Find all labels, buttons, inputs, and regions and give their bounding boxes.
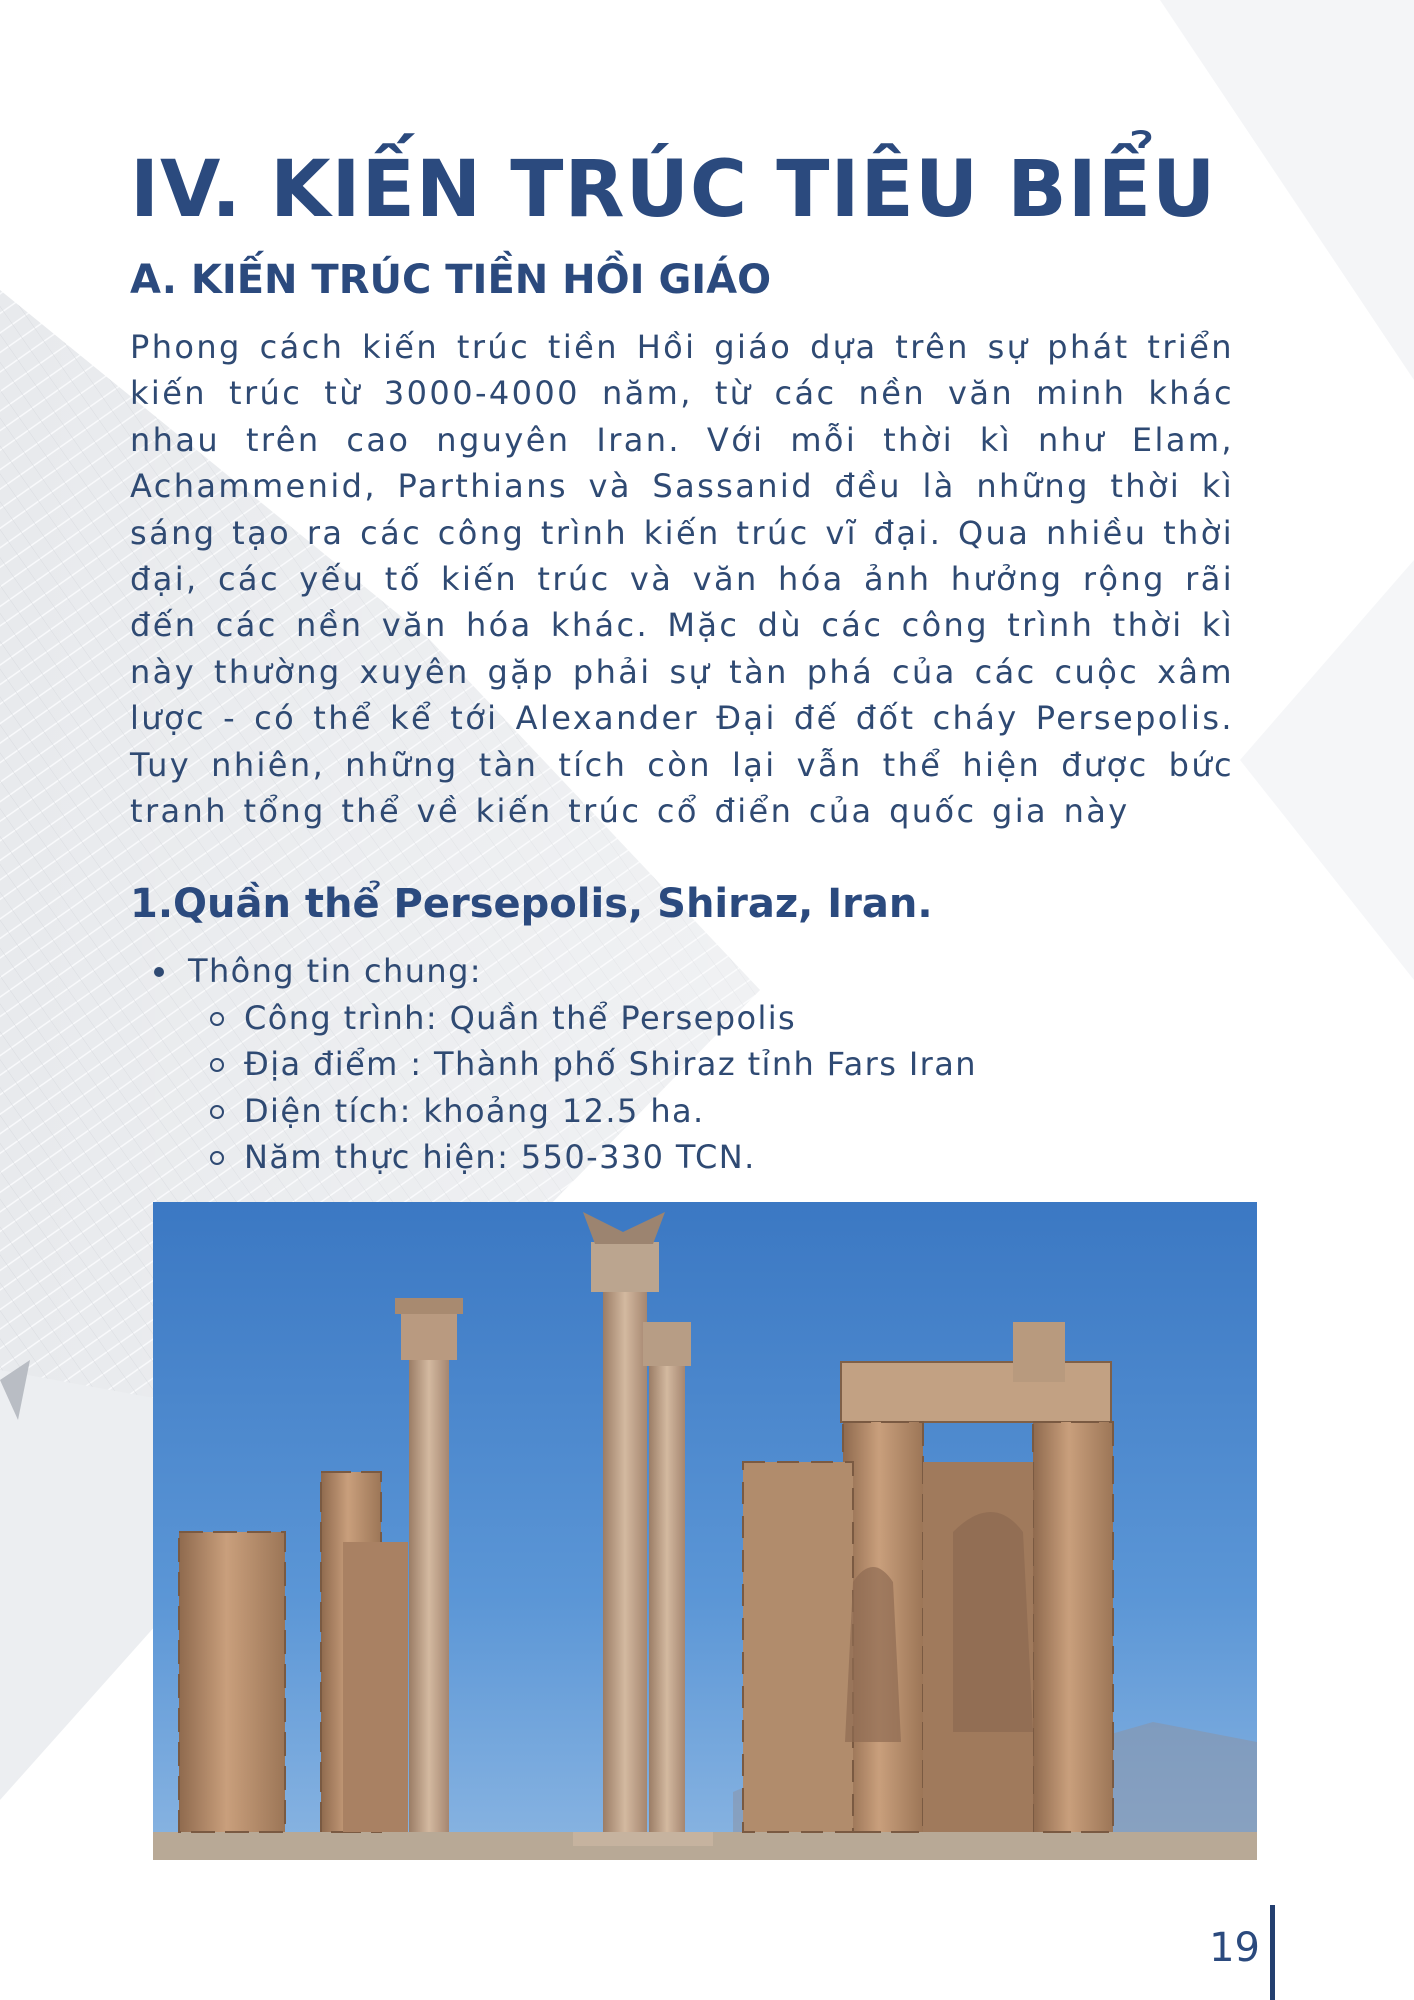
persepolis-heading: 1.Quần thể Persepolis, Shiraz, Iran.	[130, 881, 933, 927]
page-number: 19	[1209, 1925, 1260, 1971]
page-number-bar	[1270, 1905, 1275, 2000]
general-info-list	[130, 948, 977, 1181]
info-item-year: Năm thực hiện: 550-330 TCN.	[130, 1134, 977, 1181]
section-subtitle: A. KIẾN TRÚC TIỀN HỒI GIÁO	[130, 257, 772, 303]
info-heading: Thông tin chung:	[130, 948, 977, 995]
info-item-area: Diện tích: khoảng 12.5 ha.	[130, 1088, 977, 1135]
info-item-location: Địa điểm : Thành phố Shiraz tỉnh Fars Iran	[130, 1041, 977, 1088]
info-item-building: Công trình: Quần thể Persepolis	[130, 995, 977, 1042]
intro-paragraph: Phong cách kiến trúc tiền Hồi giáo dựa trên sự phát triển kiến trúc từ 3000-4000 năm, từ các nền văn minh khác nhau trên cao nguyên Iran. Với mỗi thời kì như Elam, Achammenid, Parthians và Sassanid đều là những thời kì sáng tạo ra các công trình kiến trúc vĩ đại. Qua nhiều thời đại, các yếu tố kiến trúc và văn hóa ảnh hưởng rộng rãi đến các nền văn hóa khác. Mặc dù các công trình thời kì này thường xuyên gặp phải sự tàn phá của các cuộc xâm lược - có thể kể tới Alexander Đại đế đốt cháy Persepolis. Tuy nhiên, những tàn tích còn lại vẫn thể hiện được bức tranh tổng thể về kiến trúc cổ điển của quốc gia này	[130, 328, 1234, 831]
persepolis-ruins-photo	[153, 1202, 1257, 1860]
main-title: IV. KIẾN TRÚC TIÊU BIỂU	[130, 145, 1217, 235]
